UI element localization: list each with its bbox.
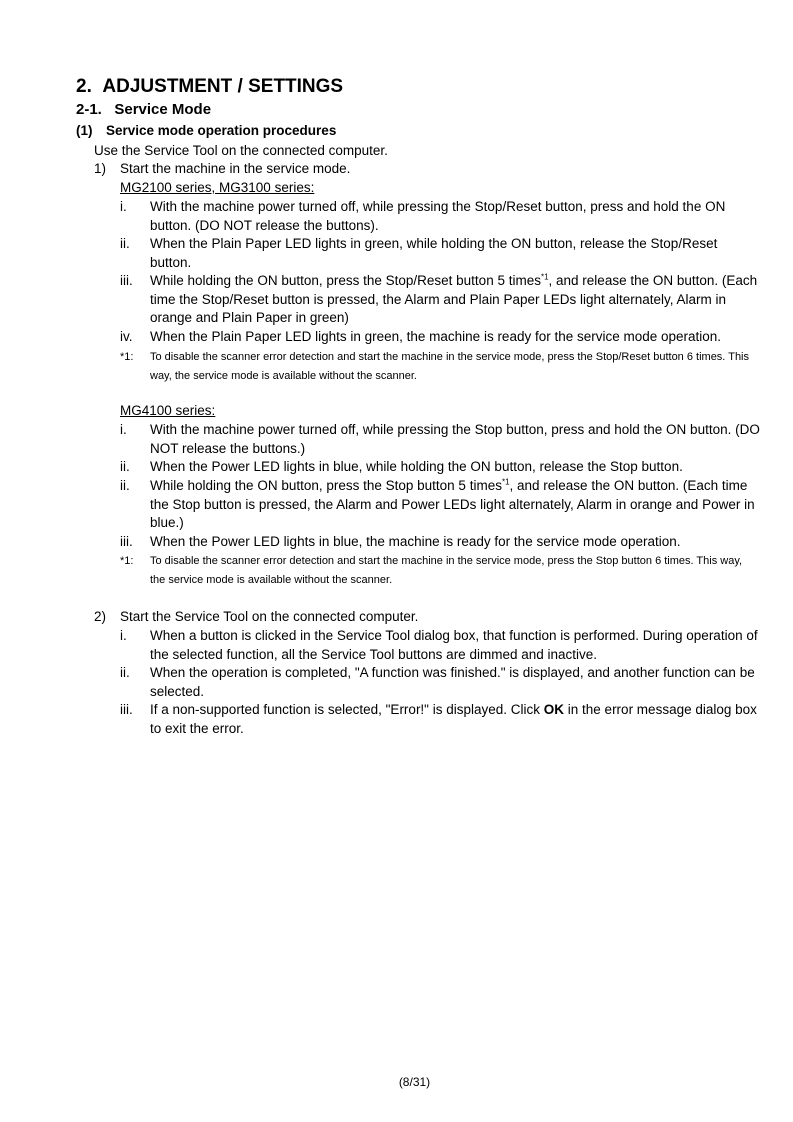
footnote-marker: *1: [120, 351, 134, 363]
subsection-heading [76, 123, 336, 138]
page-number: (8/31) [398, 1075, 431, 1089]
item-marker: ii. [120, 665, 130, 680]
item-text: With the machine power turned off, while pressing the Stop button, press and hold the ON button. (DO NOT release the buttons.) [150, 422, 760, 456]
item-marker: i. [120, 628, 127, 643]
item-text [150, 272, 760, 328]
step-1-text: Start the machine in the service mode. [120, 161, 351, 176]
item-text: When the Power LED lights in blue, the machine is ready for the service mode operation. [150, 534, 681, 549]
item-text-part: If a non-supported function is selected, "Error!" is displayed. Click [150, 702, 544, 717]
item-marker: iii. [120, 273, 133, 288]
item-text: When the operation is completed, "A function was finished." is displayed, and another function can be selected. [150, 665, 755, 699]
item-text-part: While holding the ON button, press the Stop button 5 times [150, 478, 502, 493]
intro-text: Use the Service Tool on the connected computer. [94, 143, 388, 158]
item-text-part: While holding the ON button, press the Stop/Reset button 5 times [150, 273, 541, 288]
page-footer [0, 1075, 793, 1089]
item-text: When the Power LED lights in blue, while holding the ON button, release the Stop button. [150, 459, 683, 474]
chapter-title: ADJUSTMENT / SETTINGS [102, 76, 344, 97]
subsection-number: (1) [76, 123, 93, 138]
item-marker: ii. [120, 459, 130, 474]
item-marker: i. [120, 199, 127, 214]
item-marker: iii. [120, 702, 133, 717]
item-text: When the Plain Paper LED lights in green, the machine is ready for the service mode operation. [150, 329, 722, 344]
footnote-text: To disable the scanner error detection and start the machine in the service mode, press the Stop/Reset button 6 times. This way, the service mode is available without the scanner. [150, 351, 750, 382]
step-2-text: Start the Service Tool on the connected computer. [120, 609, 419, 624]
item-text-part: in the error message dialog box to exit the error. [150, 702, 757, 736]
footnote-text: To disable the scanner error detection and start the machine in the service mode, press the Stop button 6 times. This way, the service mode is available without the scanner. [150, 555, 743, 586]
item-text: When a button is clicked in the Service Tool dialog box, that function is performed. During operation of the selected function, all the Service Tool buttons are dimmed and inactive. [150, 628, 758, 662]
item-text [150, 477, 760, 533]
footnote-ref: *1 [540, 272, 549, 282]
chapter-heading [76, 76, 343, 98]
item-text [150, 701, 760, 738]
footnote-ref: *1 [501, 477, 510, 487]
step-1-number: 1) [94, 161, 107, 176]
item-marker: iv. [120, 329, 133, 344]
mg4100-title: MG4100 series: [120, 403, 216, 418]
footnote-marker: *1: [120, 555, 134, 567]
item-text-part: , and release the ON button. (Each time the Stop button is pressed, the Alarm and Power LEDs light alternately, Alarm in orange and Power in blue.) [150, 478, 755, 531]
section-heading: 2-1. Service Mode [76, 101, 212, 118]
subsection-title: Service mode operation procedures [106, 123, 337, 138]
item-marker: iii. [120, 534, 133, 549]
step-2-number: 2) [94, 609, 107, 624]
item-marker: ii. [120, 236, 130, 251]
chapter-number: 2. [76, 76, 92, 97]
ok-keyword: OK [543, 702, 565, 717]
item-text-part: , and release the ON button. (Each time the Stop/Reset button is pressed, the Alarm and Plain Paper LEDs light alternately, Alarm in orange and Plain Paper in green) [150, 273, 758, 326]
mg2100-title: MG2100 series, MG3100 series: [120, 180, 315, 195]
item-text: When the Plain Paper LED lights in green, while holding the ON button, release the Stop/Reset button. [150, 236, 718, 270]
item-text: With the machine power turned off, while pressing the Stop/Reset button, press and hold the ON button. (DO NOT release the buttons). [150, 199, 726, 233]
item-marker: ii. [120, 478, 130, 493]
item-marker: i. [120, 422, 127, 437]
